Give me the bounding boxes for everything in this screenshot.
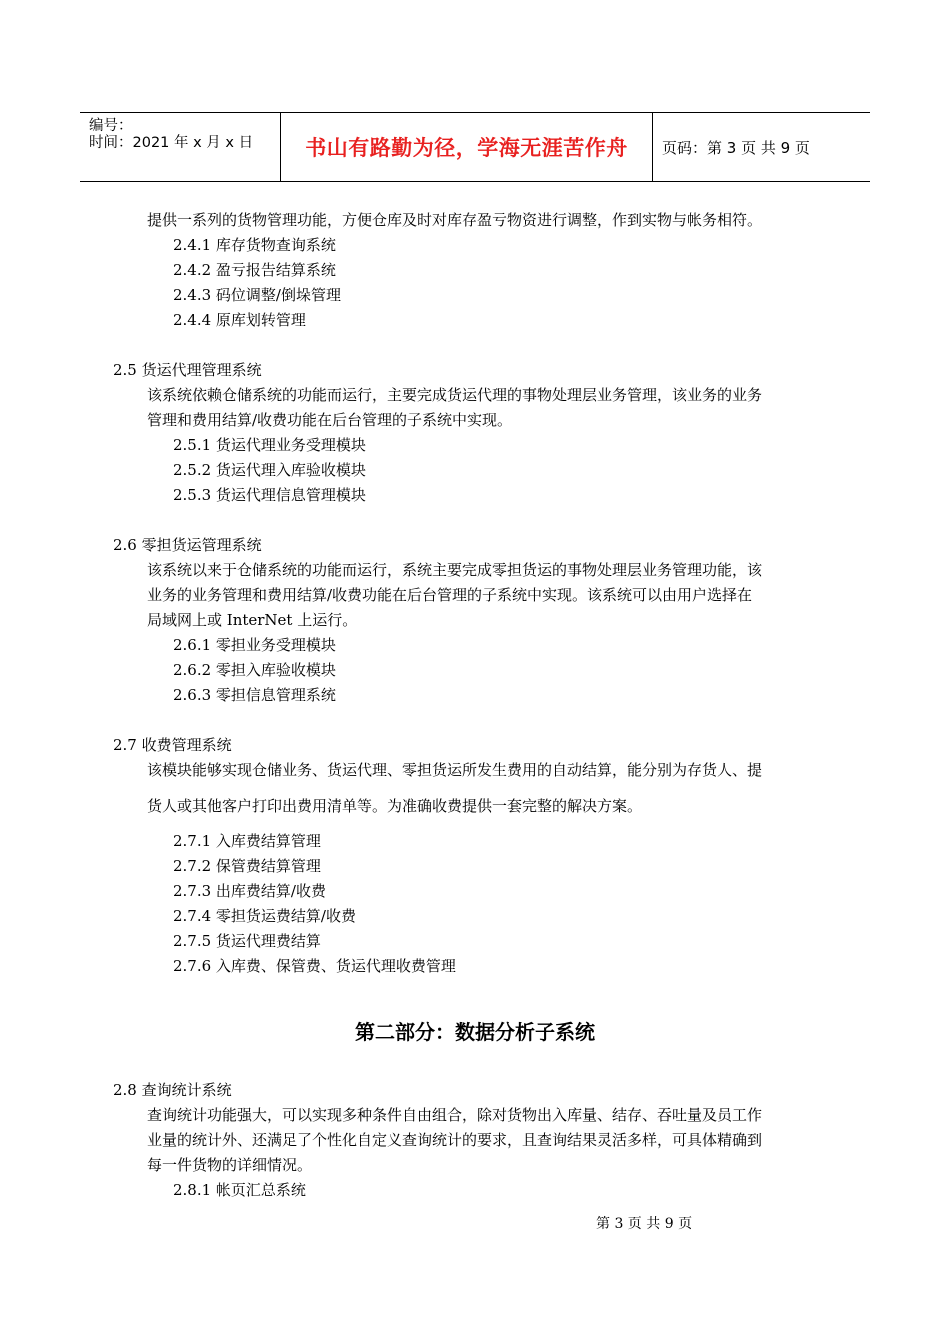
list-item: 2.7.6 入库费、保管费、货运代理收费管理 (173, 957, 456, 975)
section-paragraph: 货人或其他客户打印出费用清单等。为准确收费提供一套完整的解决方案。 (147, 797, 643, 815)
document-number-label: 编号： (89, 118, 133, 134)
section-heading: 2.8 查询统计系统 (113, 1081, 232, 1099)
section-paragraph: 该模块能够实现仓储业务、货运代理、零担货运所发生费用的自动结算，能分别为存货人、提 (147, 761, 763, 779)
list-item: 2.7.5 货运代理费结算 (173, 932, 321, 950)
list-item: 2.5.3 货运代理信息管理模块 (173, 486, 366, 504)
list-item: 2.5.2 货运代理入库验收模块 (173, 461, 366, 479)
section-heading: 2.7 收费管理系统 (113, 736, 232, 754)
list-item: 2.7.2 保管费结算管理 (173, 857, 321, 875)
list-item: 2.4.2 盈亏报告结算系统 (173, 261, 336, 279)
section-paragraph: 查询统计功能强大，可以实现多种条件自由组合，除对货物出入库量、结存、吞吐量及员工作 (147, 1106, 763, 1124)
page-header (80, 112, 870, 182)
document-date: 时间：2021 年 x 月 x 日 (89, 135, 254, 151)
list-item: 2.6.2 零担入库验收模块 (173, 661, 336, 679)
page-footer: 第 3 页 共 9 页 (596, 1216, 693, 1232)
list-item: 2.5.1 货运代理业务受理模块 (173, 436, 366, 454)
list-item: 2.7.4 零担货运费结算/收费 (173, 907, 356, 925)
intro-paragraph: 提供一系列的货物管理功能，方便仓库及时对库存盈亏物资进行调整，作到实物与帐务相符。 (147, 211, 763, 229)
section-paragraph: 该系统依赖仓储系统的功能而运行，主要完成货运代理的事物处理层业务管理，该业务的业务 (147, 386, 763, 404)
list-item: 2.7.1 入库费结算管理 (173, 832, 321, 850)
part-title: 第二部分：数据分析子系统 (355, 1020, 595, 1044)
section-paragraph: 该系统以来于仓储系统的功能而运行，系统主要完成零担货运的事物处理层业务管理功能，该 (147, 561, 763, 579)
list-item: 2.4.4 原库划转管理 (173, 311, 306, 329)
list-item: 2.6.3 零担信息管理系统 (173, 686, 336, 704)
header-page-info: 页码：第 3 页 共 9 页 (662, 138, 810, 157)
list-item: 2.8.1 帐页汇总系统 (173, 1181, 306, 1199)
list-item: 2.6.1 零担业务受理模块 (173, 636, 336, 654)
header-motto: 书山有路勤为径，学海无涯苦作舟 (281, 113, 653, 181)
section-paragraph: 业量的统计外、还满足了个性化自定义查询统计的要求，且查询结果灵活多样，可具体精确到 (147, 1131, 763, 1149)
section-paragraph: 每一件货物的详细情况。 (147, 1156, 313, 1174)
section-paragraph: 业务的业务管理和费用结算/收费功能在后台管理的子系统中实现。该系统可以由用户选择在 (147, 586, 753, 604)
section-paragraph: 局域网上或 InterNet 上运行。 (147, 611, 358, 629)
list-item: 2.7.3 出库费结算/收费 (173, 882, 326, 900)
header-meta (80, 113, 281, 181)
list-item: 2.4.3 码位调整/倒垛管理 (173, 286, 341, 304)
section-paragraph: 管理和费用结算/收费功能在后台管理的子系统中实现。 (147, 411, 513, 429)
list-item: 2.4.1 库存货物查询系统 (173, 236, 336, 254)
section-heading: 2.6 零担货运管理系统 (113, 536, 262, 554)
section-heading: 2.5 货运代理管理系统 (113, 361, 262, 379)
